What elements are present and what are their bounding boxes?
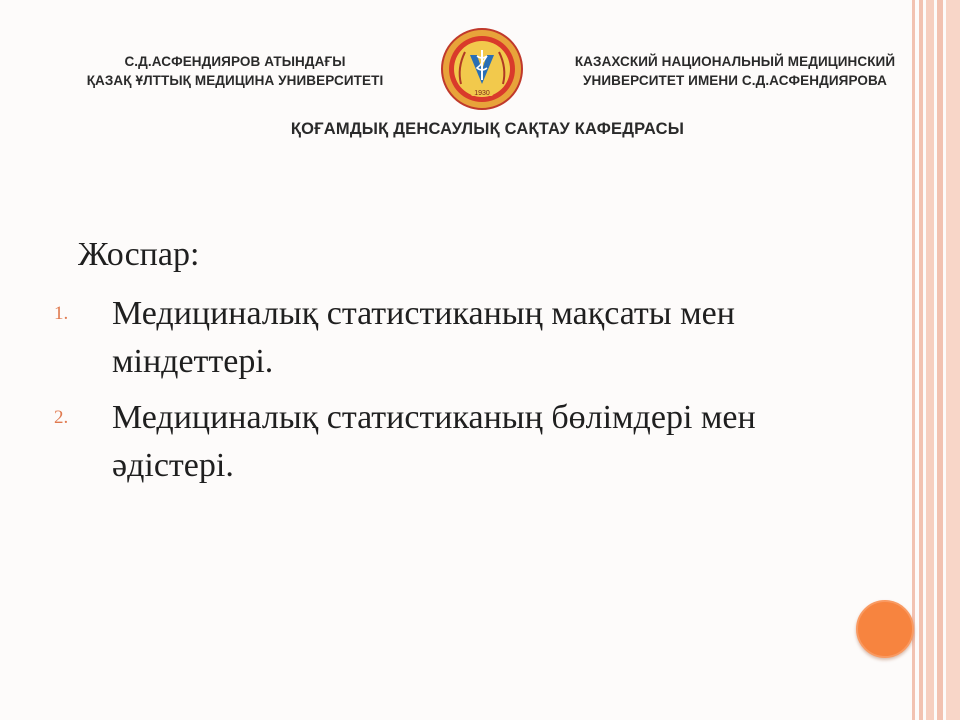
plan-list bbox=[0, 290, 860, 498]
plan-heading: Жоспар: bbox=[78, 236, 200, 273]
university-name-kazakh bbox=[50, 52, 420, 90]
svg-text:1930: 1930 bbox=[474, 90, 490, 97]
stripe bbox=[919, 0, 923, 720]
decorative-circle bbox=[856, 600, 914, 658]
list-item-number: 1. bbox=[54, 303, 69, 324]
decorative-stripes bbox=[912, 0, 960, 720]
header-left-line2: ҚАЗАҚ ҰЛТТЫҚ МЕДИЦИНА УНИВЕРСИТЕТІ bbox=[86, 73, 384, 88]
header-right-line1: КАЗАХСКИЙ НАЦИОНАЛЬНЫЙ МЕДИЦИНСКИЙ bbox=[574, 54, 896, 69]
university-logo bbox=[441, 28, 523, 110]
header-left-line1: С.Д.АСФЕНДИЯРОВ АТЫНДАҒЫ bbox=[124, 54, 346, 69]
department-title: ҚОҒАМДЫҚ ДЕНСАУЛЫҚ САҚТАУ КАФЕДРАСЫ bbox=[290, 120, 685, 138]
stripe bbox=[937, 0, 943, 720]
list-item bbox=[0, 394, 860, 490]
list-item-text: Медициналық статистиканың бөлімдері мен әдістері. bbox=[112, 399, 756, 484]
stripe bbox=[912, 0, 915, 720]
stripe bbox=[946, 0, 960, 720]
header-right-line2: УНИВЕРСИТЕТ ИМЕНИ С.Д.АСФЕНДИЯРОВА bbox=[582, 73, 887, 88]
list-item-number: 2. bbox=[54, 407, 69, 428]
university-name-russian bbox=[545, 52, 925, 90]
list-item-text: Медициналық статистиканың мақсаты мен міндеттері. bbox=[112, 295, 735, 380]
stripe bbox=[926, 0, 934, 720]
list-item bbox=[0, 290, 860, 386]
